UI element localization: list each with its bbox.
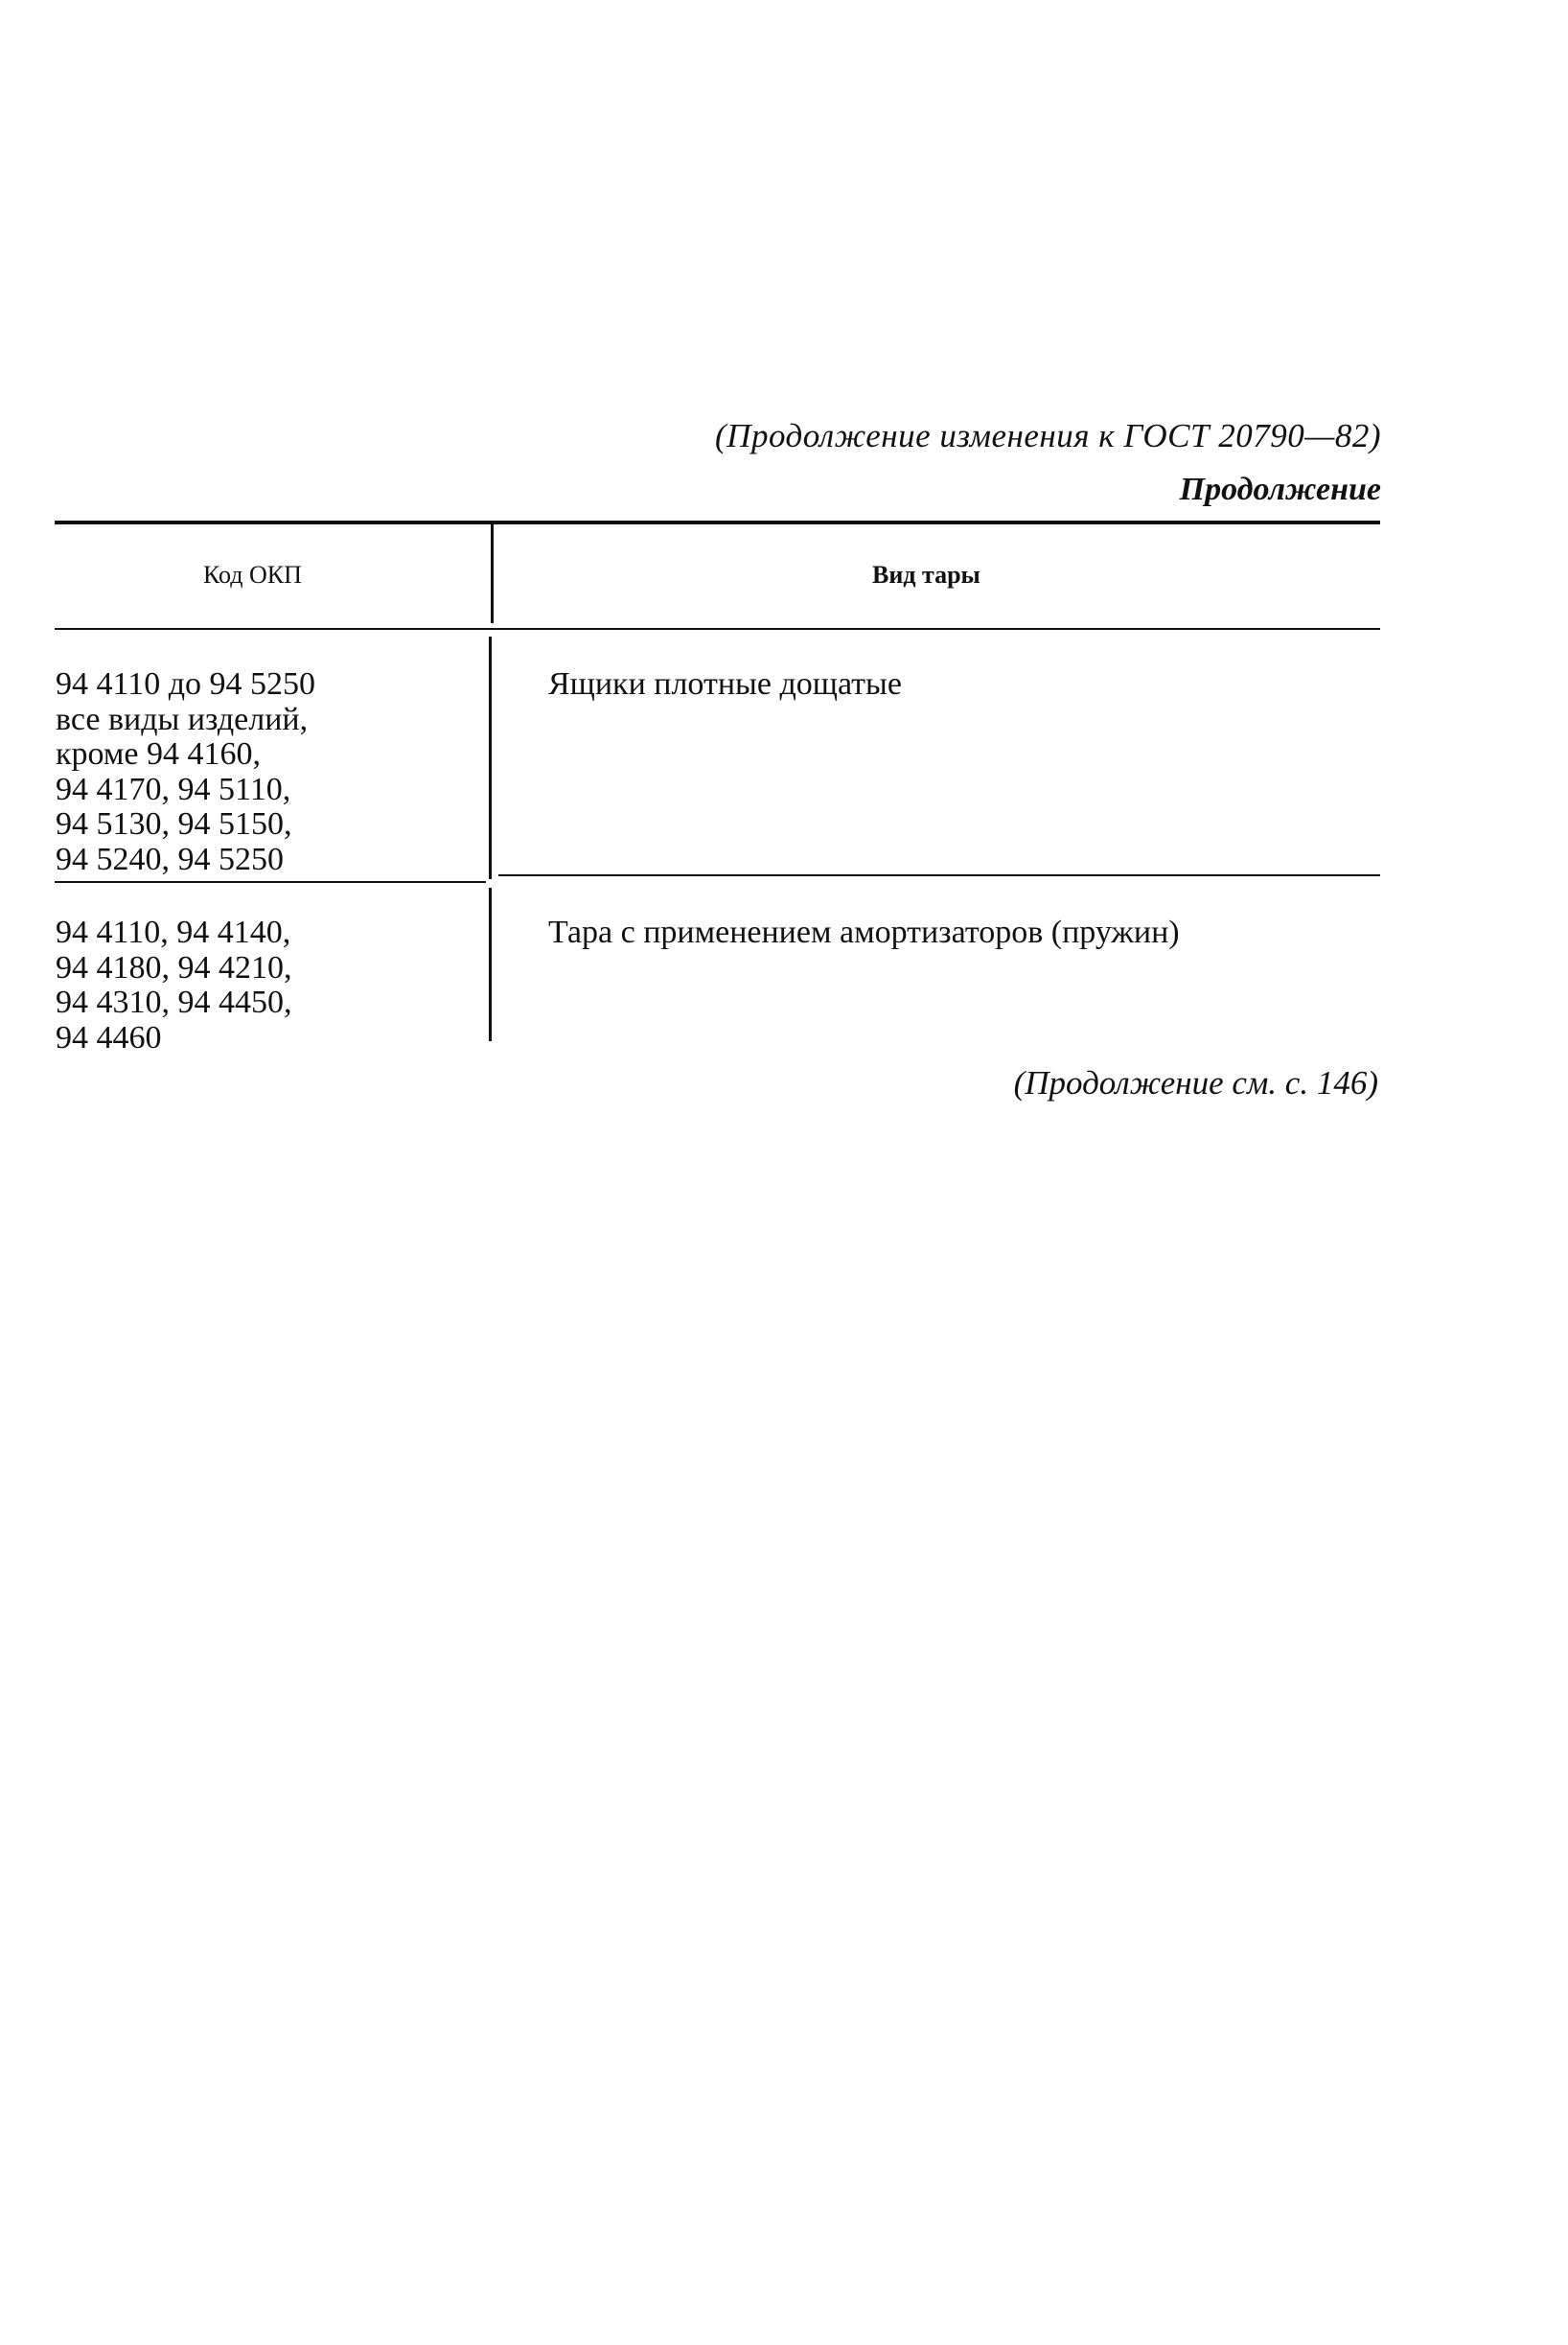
table-header-rule — [55, 628, 1380, 630]
code-line: 94 4110, 94 4140, — [56, 915, 291, 950]
code-line: 94 5130, 94 5150, — [56, 806, 292, 842]
table-top-rule — [55, 521, 1380, 524]
code-line: кроме 94 4160, — [56, 736, 261, 772]
code-line: 94 5240, 94 5250 — [56, 841, 284, 877]
row1-bottom-rule-left — [55, 881, 486, 883]
table-row-2-type: Тара с применением амортизаторов (пружин) — [548, 915, 1180, 950]
column-header-container-type: Вид тары — [872, 561, 980, 589]
code-line: 94 4110 до 94 5250 — [56, 666, 316, 702]
table-row-1-codes — [56, 667, 315, 877]
row1-column-divider — [489, 637, 492, 879]
row2-column-divider — [489, 888, 492, 1041]
table-row-1-type: Ящики плотные дощатые — [548, 666, 902, 702]
row1-bottom-rule-right — [498, 874, 1380, 876]
continuation-label: Продолжение — [1179, 472, 1381, 507]
document-header: (Продолжение изменения к ГОСТ 20790—82) — [715, 417, 1381, 454]
document-footer: (Продолжение см. с. 146) — [1013, 1064, 1378, 1102]
code-line: 94 4180, 94 4210, — [56, 949, 292, 986]
code-line: 94 4170, 94 5110, — [56, 771, 291, 807]
code-line: 94 4460 — [56, 1019, 162, 1056]
code-line: все виды изделий, — [56, 701, 309, 737]
header-column-divider — [491, 521, 494, 623]
table-row-2-codes — [56, 916, 292, 1056]
column-header-okp-code: Код ОКП — [203, 561, 302, 589]
code-line: 94 4310, 94 4450, — [56, 985, 292, 1020]
